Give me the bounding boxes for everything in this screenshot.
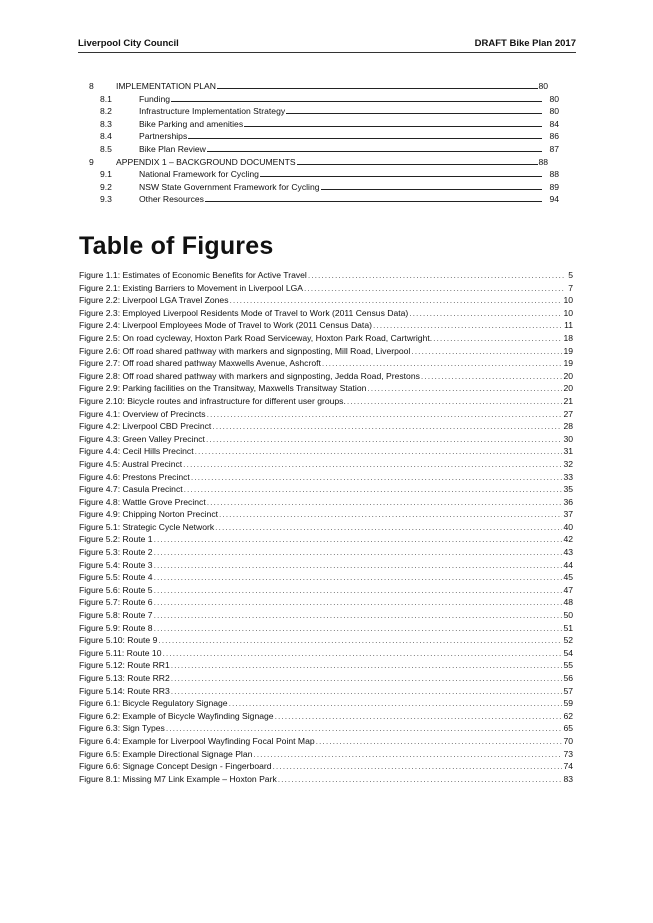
figure-entry-page: 51	[563, 622, 573, 633]
figure-entry-title: Figure 6.5: Example Directional Signage Plan	[79, 748, 253, 759]
figure-entry-page: 19	[563, 358, 573, 369]
figure-entry[interactable]	[79, 445, 573, 458]
figure-entry[interactable]	[79, 722, 573, 735]
toc-entry-title: IMPLEMENTATION PLAN	[116, 81, 216, 91]
figure-entry-page: 20	[563, 383, 573, 394]
figure-leader-dots	[230, 294, 563, 307]
figure-entry-title: Figure 5.11: Route 10	[79, 647, 162, 658]
figure-entry-page: 55	[563, 660, 573, 671]
figure-entry[interactable]	[79, 647, 573, 660]
figure-entry-title: Figure 6.3: Sign Types	[79, 723, 165, 734]
figure-entry-page: 43	[563, 547, 573, 558]
figure-entry[interactable]	[79, 370, 573, 383]
figures-heading: Table of Figures	[79, 232, 274, 260]
figure-entry[interactable]	[79, 483, 573, 496]
figure-entry-page: 44	[563, 559, 573, 570]
figure-leader-dots	[308, 269, 564, 282]
toc-entry-title: Partnerships	[139, 131, 188, 142]
figure-leader-dots	[154, 546, 563, 559]
figure-leader-dots	[212, 420, 562, 433]
figure-leader-dots	[275, 710, 563, 723]
toc-entry-number: 8.4	[100, 131, 112, 142]
figure-entry-page: 7	[568, 282, 573, 293]
figure-entry[interactable]	[79, 282, 573, 295]
figure-entry[interactable]	[79, 697, 573, 710]
toc-entry-number: 8.1	[100, 93, 112, 104]
figure-entry-title: Figure 2.10: Bicycle routes and infrastructure for different user groups.	[79, 395, 346, 406]
figure-leader-dots	[184, 483, 563, 496]
page-header	[78, 38, 576, 53]
figure-entry[interactable]	[79, 659, 573, 672]
figure-entry-title: Figure 2.6: Off road shared pathway with markers and signposting, Mill Road, Liverpool	[79, 345, 411, 356]
figure-entry[interactable]	[79, 420, 573, 433]
figure-entry-title: Figure 8.1: Missing M7 Link Example – Hoxton Park	[79, 773, 277, 784]
toc-entry-number: 9	[89, 156, 94, 167]
figure-entry-page: 62	[563, 710, 573, 721]
toc-leader-line	[286, 104, 542, 114]
figure-entry-page: 10	[563, 307, 573, 318]
figure-entry-page: 56	[563, 673, 573, 683]
table-of-contents	[89, 79, 559, 205]
figure-entry[interactable]	[79, 508, 573, 521]
toc-entry[interactable]	[89, 117, 559, 130]
figure-entry-page: 36	[563, 496, 573, 507]
figure-entry[interactable]	[79, 685, 573, 698]
figure-leader-dots	[183, 458, 562, 471]
toc-entry-title: Bike Plan Review	[139, 143, 206, 154]
figure-entry-title: Figure 5.3: Route 2	[79, 547, 153, 558]
figure-entry-title: Figure 6.6: Signage Concept Design - Fingerboard	[79, 761, 272, 772]
figure-entry-page: 31	[563, 446, 573, 457]
toc-leader-line	[217, 79, 538, 89]
figure-entry-title: Figure 1.1: Estimates of Economic Benefits for Active Travel	[79, 270, 307, 280]
toc-entry-number: 8.5	[100, 143, 112, 154]
figure-entry[interactable]	[79, 533, 573, 546]
figure-entry-title: Figure 4.8: Wattle Grove Precinct	[79, 496, 206, 507]
toc-entry-page: 88	[549, 169, 559, 180]
figure-entry-title: Figure 6.1: Bicycle Regulatory Signage	[79, 698, 228, 709]
toc-entry-page: 86	[549, 131, 559, 142]
figure-entry-title: Figure 2.2: Liverpool LGA Travel Zones	[79, 295, 229, 306]
toc-entry-number: 9.2	[100, 181, 112, 192]
figure-entry-title: Figure 2.8: Off road shared pathway with markers and signposting, Jedda Road, Prestons	[79, 370, 420, 381]
figure-entry-page: 48	[563, 597, 573, 608]
figure-leader-dots	[304, 282, 564, 295]
toc-entry[interactable]	[89, 129, 559, 142]
figure-entry[interactable]	[79, 596, 573, 609]
figure-entry-title: Figure 5.6: Route 5	[79, 584, 153, 595]
toc-entry-page: 80	[549, 106, 559, 117]
figure-entry-page: 70	[563, 735, 573, 746]
toc-entry[interactable]	[89, 142, 559, 155]
figure-entry-page: 19	[563, 345, 573, 356]
figure-entry[interactable]	[79, 521, 573, 534]
toc-entry-number: 8.3	[100, 118, 112, 129]
figure-entry-title: Figure 5.5: Route 4	[79, 572, 153, 583]
figure-entry-page: 10	[563, 295, 573, 306]
figure-entry[interactable]	[79, 710, 573, 723]
toc-entry-number: 8.2	[100, 106, 112, 117]
toc-entry-title: National Framework for Cycling	[139, 169, 259, 180]
figure-entry-title: Figure 5.9: Route 8	[79, 622, 153, 633]
figure-leader-dots	[433, 332, 562, 345]
toc-entry-page: 89	[549, 181, 559, 192]
figure-entry-page: 21	[563, 395, 573, 406]
toc-entry-title: APPENDIX 1 – BACKGROUND DOCUMENTS	[116, 156, 296, 167]
figure-entry-page: 28	[563, 421, 573, 432]
toc-leader-line	[207, 142, 542, 152]
figure-leader-dots	[171, 685, 563, 698]
figure-entry-title: Figure 4.2: Liverpool CBD Precinct	[79, 421, 212, 432]
figure-leader-dots	[195, 445, 563, 458]
figure-entry-title: Figure 2.7: Off road shared pathway Maxwells Avenue, Ashcroft	[79, 358, 321, 369]
figure-entry[interactable]	[79, 471, 573, 484]
toc-leader-line	[297, 155, 539, 165]
figure-leader-dots	[215, 521, 562, 534]
figure-entry-title: Figure 2.5: On road cycleway, Hoxton Park Road Serviceway, Hoxton Park Road, Cartwright.	[79, 332, 433, 343]
figure-entry[interactable]	[79, 735, 573, 748]
figure-entry-title: Figure 6.4: Example for Liverpool Wayfinding Focal Point Map	[79, 735, 315, 746]
toc-leader-line	[188, 129, 542, 139]
figure-entry[interactable]	[79, 382, 573, 395]
figure-entry-title: Figure 6.2: Example of Bicycle Wayfinding Signage	[79, 710, 274, 721]
header-organisation: Liverpool City Council	[78, 38, 179, 49]
figure-entry-title: Figure 5.13: Route RR2	[79, 673, 170, 683]
figure-leader-dots	[273, 760, 563, 773]
figure-leader-dots	[163, 647, 563, 660]
figure-entry-page: 5	[568, 270, 573, 280]
figure-leader-dots	[229, 697, 563, 710]
figure-leader-dots	[154, 596, 563, 609]
figure-leader-dots	[409, 307, 562, 320]
toc-entry-page: 84	[549, 118, 559, 129]
toc-entry-title: Bike Parking and amenities	[139, 118, 244, 129]
figure-entry[interactable]	[79, 408, 573, 421]
figure-entry-title: Figure 4.5: Austral Precinct	[79, 458, 183, 469]
figure-entry-page: 20	[563, 370, 573, 381]
figure-entry-title: Figure 4.6: Prestons Precinct	[79, 471, 190, 482]
figure-entry[interactable]	[79, 269, 573, 282]
toc-entry[interactable]	[89, 92, 559, 105]
figure-entry[interactable]	[79, 458, 573, 471]
figure-entry-page: 27	[563, 408, 573, 419]
figure-entry-page: 40	[563, 521, 573, 532]
figure-entry-title: Figure 5.10: Route 9	[79, 635, 158, 646]
figure-entry[interactable]	[79, 622, 573, 635]
toc-leader-line	[171, 92, 542, 102]
figure-entry-page: 83	[563, 773, 573, 784]
figure-leader-dots	[206, 433, 562, 446]
figure-entry[interactable]	[79, 433, 573, 446]
figure-entry-page: 59	[563, 698, 573, 709]
figure-entry-page: 74	[563, 761, 573, 772]
figure-entry[interactable]	[79, 345, 573, 358]
toc-entry[interactable]	[89, 155, 559, 168]
figure-entry-title: Figure 4.7: Casula Precinct	[79, 484, 183, 495]
figure-entry-title: Figure 5.7: Route 6	[79, 597, 153, 608]
toc-entry[interactable]	[89, 79, 559, 92]
figure-entry[interactable]	[79, 672, 573, 685]
figure-entry[interactable]	[79, 571, 573, 584]
figure-entry-page: 18	[563, 332, 573, 343]
figure-leader-dots	[219, 508, 562, 521]
header-document-title: DRAFT Bike Plan 2017	[474, 38, 576, 49]
figure-entry-page: 57	[563, 685, 573, 696]
toc-entry-title: Other Resources	[139, 194, 204, 205]
figure-leader-dots	[347, 395, 563, 408]
figure-leader-dots	[154, 584, 563, 597]
figure-leader-dots	[411, 345, 562, 358]
figure-entry-title: Figure 2.1: Existing Barriers to Movement in Liverpool LGA	[79, 282, 304, 293]
figure-entry-title: Figure 4.1: Overview of Precincts	[79, 408, 206, 419]
figure-leader-dots	[154, 609, 563, 622]
toc-entry-page: 80	[549, 93, 559, 104]
toc-entry-title: NSW State Government Framework for Cycling	[139, 181, 320, 192]
figure-leader-dots	[278, 773, 563, 786]
figure-leader-dots	[207, 496, 563, 509]
figure-entry-page: 42	[563, 534, 573, 545]
figure-leader-dots	[154, 622, 563, 635]
figure-entry-page: 54	[563, 647, 573, 658]
figure-entry-page: 65	[563, 723, 573, 734]
figure-entry-page: 47	[563, 584, 573, 595]
figure-entry[interactable]	[79, 357, 573, 370]
toc-entry-title: Funding	[139, 93, 171, 104]
figure-entry[interactable]	[79, 294, 573, 307]
figure-entry-title: Figure 5.14: Route RR3	[79, 685, 170, 696]
figure-entry-title: Figure 2.3: Employed Liverpool Residents Mode of Travel to Work (2011 Census Data)	[79, 307, 409, 318]
figure-entry-page: 33	[563, 471, 573, 482]
table-of-figures	[79, 269, 573, 785]
figure-leader-dots	[154, 571, 563, 584]
toc-leader-line	[205, 192, 542, 202]
figure-entry[interactable]	[79, 307, 573, 320]
figure-entry[interactable]	[79, 748, 573, 761]
figure-entry-page: 11	[564, 320, 573, 331]
figure-leader-dots	[316, 735, 563, 748]
figure-entry-title: Figure 5.4: Route 3	[79, 559, 153, 570]
figure-leader-dots	[191, 471, 563, 484]
toc-entry-page: 94	[549, 194, 559, 205]
toc-entry-page: 87	[549, 143, 559, 154]
figure-entry-page: 52	[563, 635, 573, 646]
figure-entry-page: 30	[563, 433, 573, 444]
figure-leader-dots	[154, 559, 563, 572]
figure-leader-dots	[171, 672, 563, 685]
figure-leader-dots	[166, 722, 563, 735]
figure-entry-page: 32	[563, 458, 573, 469]
figure-entry[interactable]	[79, 584, 573, 597]
figure-entry-title: Figure 5.12: Route RR1	[79, 660, 170, 671]
toc-leader-line	[321, 180, 542, 190]
figure-entry-title: Figure 4.4: Cecil Hills Precinct	[79, 446, 194, 457]
figure-leader-dots	[207, 408, 563, 421]
toc-entry-title: Infrastructure Implementation Strategy	[139, 106, 286, 117]
figure-entry-title: Figure 4.3: Green Valley Precinct	[79, 433, 205, 444]
figure-entry-title: Figure 5.2: Route 1	[79, 534, 153, 545]
figure-leader-dots	[253, 748, 562, 761]
toc-entry-number: 9.3	[100, 194, 112, 205]
figure-entry[interactable]	[79, 559, 573, 572]
figure-leader-dots	[373, 319, 563, 332]
toc-entry-page: 80	[538, 81, 548, 91]
toc-entry[interactable]	[89, 180, 559, 193]
figure-entry-title: Figure 5.1: Strategic Cycle Network	[79, 521, 215, 532]
figure-entry[interactable]	[79, 395, 573, 408]
figure-entry[interactable]	[79, 319, 573, 332]
figure-entry-title: Figure 5.8: Route 7	[79, 610, 153, 621]
figure-entry-page: 50	[563, 610, 573, 621]
toc-entry-page: 88	[538, 156, 548, 167]
figure-entry-title: Figure 2.4: Liverpool Employees Mode of Travel to Work (2011 Census Data)	[79, 320, 372, 331]
toc-entry-number: 8	[89, 81, 94, 91]
figure-leader-dots	[322, 357, 563, 370]
toc-entry[interactable]	[89, 192, 559, 205]
figure-entry-page: 45	[563, 572, 573, 583]
toc-entry-number: 9.1	[100, 169, 112, 180]
toc-leader-line	[260, 167, 542, 177]
figure-leader-dots	[154, 533, 563, 546]
figure-entry[interactable]	[79, 332, 573, 345]
figure-leader-dots	[367, 382, 562, 395]
figure-entry[interactable]	[79, 546, 573, 559]
figure-entry-page: 35	[563, 484, 573, 495]
figure-entry-page: 73	[563, 748, 573, 759]
toc-leader-line	[244, 117, 542, 127]
figure-entry[interactable]	[79, 609, 573, 622]
figure-entry-title: Figure 4.9: Chipping Norton Precinct	[79, 509, 219, 520]
figure-entry[interactable]	[79, 634, 573, 647]
figure-leader-dots	[171, 659, 563, 672]
figure-entry-page: 37	[563, 509, 573, 520]
figure-leader-dots	[421, 370, 563, 383]
figure-entry[interactable]	[79, 773, 573, 786]
figure-entry[interactable]	[79, 760, 573, 773]
figure-entry-title: Figure 2.9: Parking facilities on the Transitway, Maxwells Transitway Station	[79, 383, 367, 394]
toc-entry[interactable]	[89, 104, 559, 117]
figure-entry[interactable]	[79, 496, 573, 509]
toc-entry[interactable]	[89, 167, 559, 180]
figure-leader-dots	[158, 634, 562, 647]
